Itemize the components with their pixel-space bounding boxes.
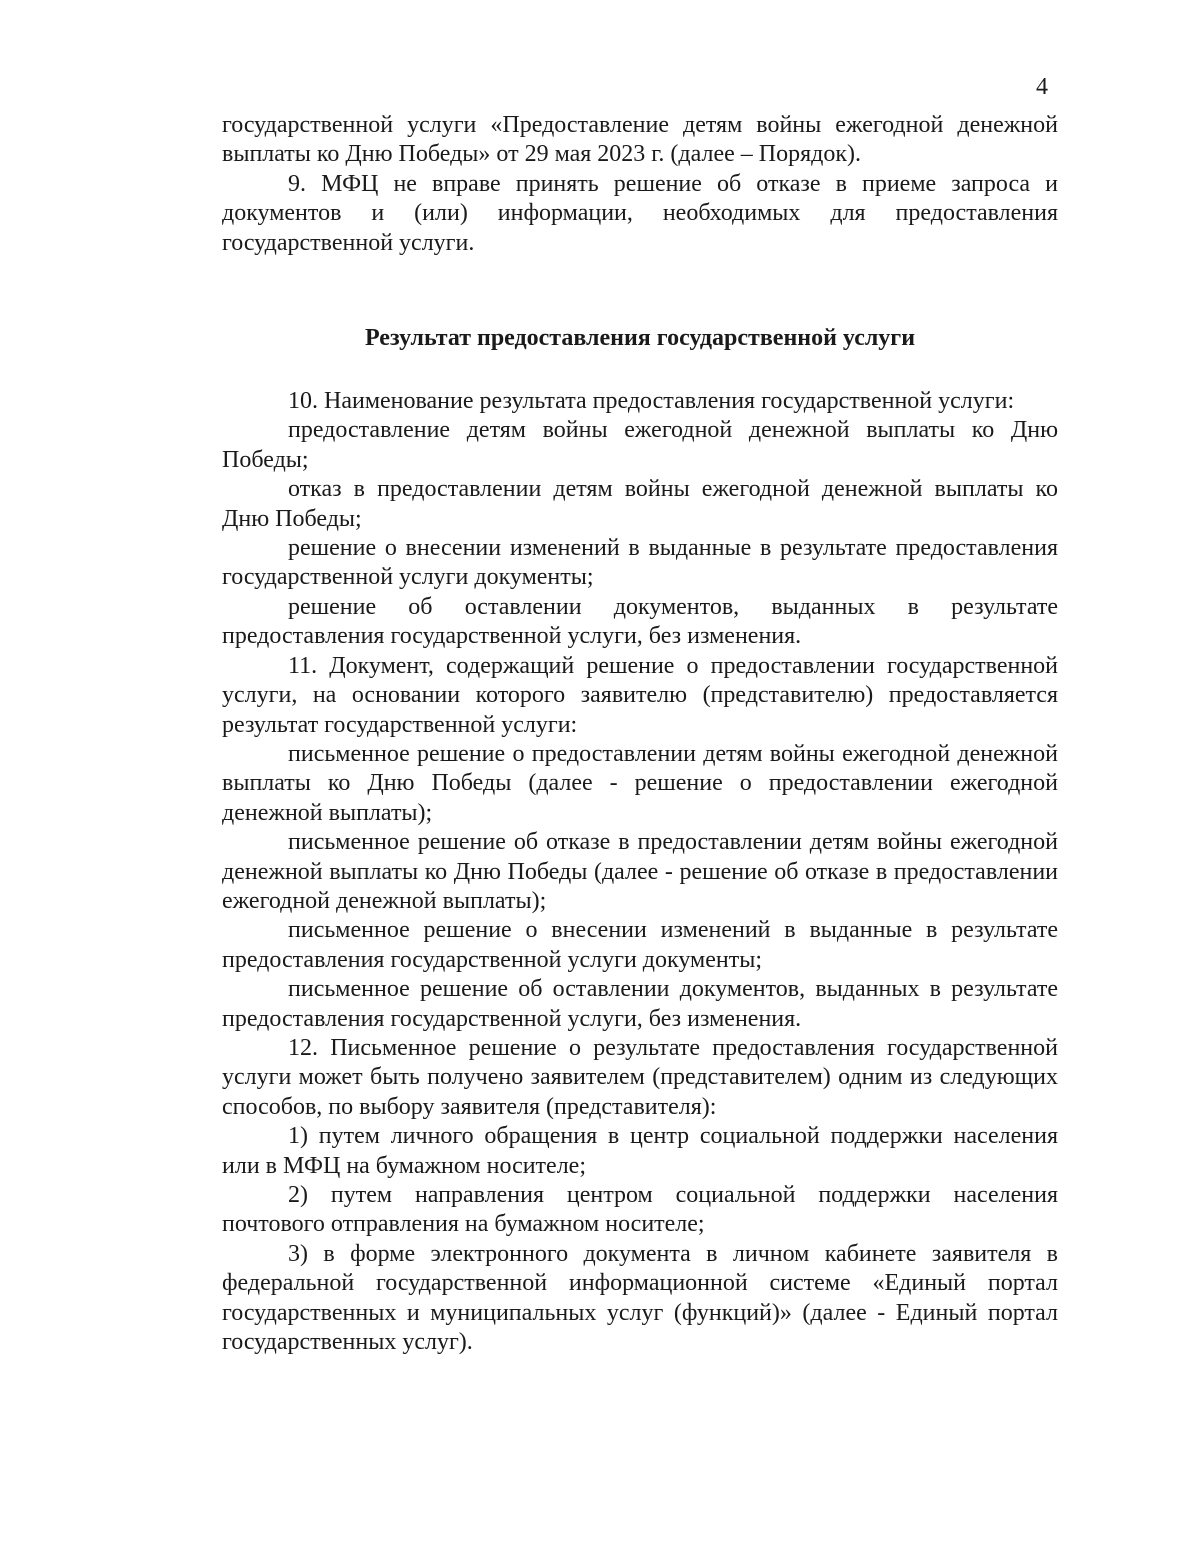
paragraph: решение о внесении изменений в выданные в результате предоставления государственной услуги документы; [222, 535, 1058, 591]
paragraph: государственной услуги «Предоставление детям войны ежегодной денежной выплаты ко Дню Победы» от 29 мая 2023 г. (далее – Порядок). [222, 112, 1058, 168]
paragraph: 3) в форме электронного документа в личном кабинете заявителя в федеральной государственной информационной системе «Единый портал государственных и муниципальных услуг (функций)» (далее - Единый портал государственных услуг). [222, 1240, 1058, 1356]
paragraph: отказ в предоставлении детям войны ежегодной денежной выплаты ко Дню Победы; [222, 476, 1058, 532]
paragraph: решение об оставлении документов, выданных в результате предоставления государственной услуги, без изменения. [222, 593, 1058, 650]
paragraph: письменное решение о внесении изменений в выданные в результате предоставления государственной услуги документы; [222, 917, 1058, 973]
section-heading: Результат предоставления государственной услуги [364, 325, 916, 352]
paragraph: письменное решение о предоставлении детям войны ежегодной денежной выплаты ко Дню Победы (далее - решение о предоставлении ежегодной денежной выплаты); [222, 740, 1058, 826]
paragraph: 11. Документ, содержащий решение о предоставлении государственной услуги, на основании которого заявителю (представителю) предоставляется результат государственной услуги: [222, 652, 1058, 738]
paragraph: 1) путем личного обращения в центр социальной поддержки населения или в МФЦ на бумажном носителе; [222, 1123, 1058, 1179]
paragraph: предоставление детям войны ежегодной денежной выплаты ко Дню Победы; [222, 417, 1058, 473]
paragraph: письменное решение об оставлении документов, выданных в результате предоставления государственной услуги, без изменения. [222, 976, 1058, 1032]
paragraph: письменное решение об отказе в предоставлении детям войны ежегодной денежной выплаты ко Дню Победы (далее - решение об отказе в предоставлении ежегодной денежной выплаты); [222, 829, 1058, 914]
page-number: 4 [1036, 74, 1048, 100]
document-body [222, 111, 1058, 1357]
paragraph: 12. Письменное решение о результате предоставления государственной услуги может быть получено заявителем (представителем) одним из следующих способов, по выбору заявителя (представителя): [222, 1034, 1058, 1120]
paragraph: 9. МФЦ не вправе принять решение об отказе в приеме запроса и документов и (или) информации, необходимых для предоставления государственной услуги. [222, 170, 1058, 256]
paragraph: 2) путем направления центром социальной поддержки населения почтового отправления на бумажном носителе; [222, 1182, 1058, 1238]
paragraph: 10. Наименование результата предоставления государственной услуги: [288, 388, 1015, 415]
